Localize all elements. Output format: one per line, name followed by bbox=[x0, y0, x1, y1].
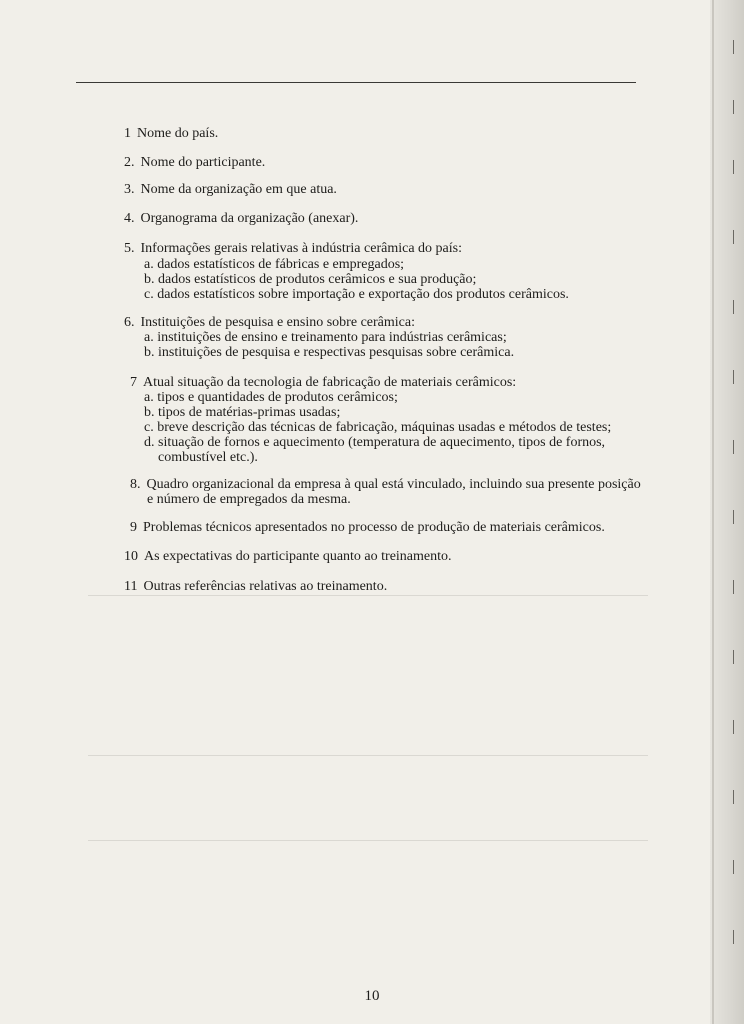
item-text: Nome da organização em que atua. bbox=[140, 182, 337, 197]
item-text: Informações gerais relativas à indústria cerâmica do país: bbox=[140, 241, 462, 256]
item-number: 5. bbox=[124, 241, 135, 256]
binder-tick bbox=[733, 100, 734, 114]
binder-tick bbox=[733, 650, 734, 664]
item-number: 11 bbox=[124, 579, 138, 594]
sub-item: c. dados estatísticos sobre importação e exportação dos produtos cerâmicos. bbox=[144, 287, 569, 302]
item-number: 3. bbox=[124, 182, 135, 197]
binder-tick bbox=[733, 930, 734, 944]
binder-tick bbox=[733, 790, 734, 804]
binder-tick bbox=[733, 720, 734, 734]
list-item bbox=[130, 477, 641, 493]
item-text: Nome do país. bbox=[137, 126, 219, 141]
binder-tick bbox=[733, 440, 734, 454]
bleed-line bbox=[88, 755, 648, 756]
item-number: 4. bbox=[124, 211, 135, 226]
list-item bbox=[124, 126, 218, 142]
list-item bbox=[124, 182, 337, 198]
item-text: Outras referências relativas ao treinamento. bbox=[143, 579, 388, 594]
item-number: 9 bbox=[130, 520, 137, 535]
page-number: 10 bbox=[364, 988, 380, 1004]
list-item bbox=[130, 520, 605, 536]
list-item bbox=[124, 579, 387, 595]
binder-tick bbox=[733, 370, 734, 384]
binder-tick bbox=[733, 160, 734, 174]
item-number: 10 bbox=[124, 549, 138, 564]
sub-item: a. dados estatísticos de fábricas e empregados; bbox=[144, 257, 405, 272]
sub-item: b. instituições de pesquisa e respectivas pesquisas sobre cerâmica. bbox=[144, 345, 515, 360]
item-number: 2. bbox=[124, 155, 135, 170]
item-text: Organograma da organização (anexar). bbox=[140, 211, 359, 226]
item-text: Atual situação da tecnologia de fabricação de materiais cerâmicos: bbox=[143, 375, 517, 390]
list-item bbox=[124, 315, 415, 331]
sub-item: combustível etc.). bbox=[158, 450, 258, 465]
item-number: 8. bbox=[130, 477, 141, 492]
page-edge bbox=[712, 0, 714, 1024]
list-item bbox=[124, 211, 358, 227]
item-text: Instituições de pesquisa e ensino sobre cerâmica: bbox=[140, 315, 415, 330]
binder-tick bbox=[733, 580, 734, 594]
sub-item: c. breve descrição das técnicas de fabricação, máquinas usadas e métodos de testes; bbox=[144, 420, 612, 435]
binder-tick bbox=[733, 40, 734, 54]
list-item bbox=[124, 241, 462, 257]
binder-tick bbox=[733, 300, 734, 314]
header-rule bbox=[76, 82, 636, 83]
list-item bbox=[130, 375, 516, 391]
item-text: Problemas técnicos apresentados no processo de produção de materiais cerâmicos. bbox=[143, 520, 605, 535]
sub-item: a. tipos e quantidades de produtos cerâmicos; bbox=[144, 390, 398, 405]
binder-tick bbox=[733, 860, 734, 874]
item-text: Nome do participante. bbox=[140, 155, 266, 170]
list-item bbox=[124, 155, 265, 171]
list-item bbox=[124, 549, 452, 565]
item-number: 6. bbox=[124, 315, 135, 330]
item-text: As expectativas do participante quanto ao treinamento. bbox=[144, 549, 452, 564]
item-text: Quadro organizacional da empresa à qual está vinculado, incluindo sua presente posição bbox=[146, 477, 641, 492]
item-number: 1 bbox=[124, 126, 131, 141]
sub-item: e número de empregados da mesma. bbox=[147, 492, 351, 507]
sub-item: d. situação de fornos e aquecimento (temperatura de aquecimento, tipos de fornos, bbox=[144, 435, 606, 450]
page-gutter-shadow bbox=[710, 0, 744, 1024]
binder-tick bbox=[733, 230, 734, 244]
sub-item: b. tipos de matérias-primas usadas; bbox=[144, 405, 341, 420]
bleed-line bbox=[88, 595, 648, 596]
binder-tick bbox=[733, 510, 734, 524]
sub-item: b. dados estatísticos de produtos cerâmicos e sua produção; bbox=[144, 272, 477, 287]
sub-item: a. instituições de ensino e treinamento para indústrias cerâmicas; bbox=[144, 330, 507, 345]
item-number: 7 bbox=[130, 375, 137, 390]
bleed-line bbox=[88, 840, 648, 841]
